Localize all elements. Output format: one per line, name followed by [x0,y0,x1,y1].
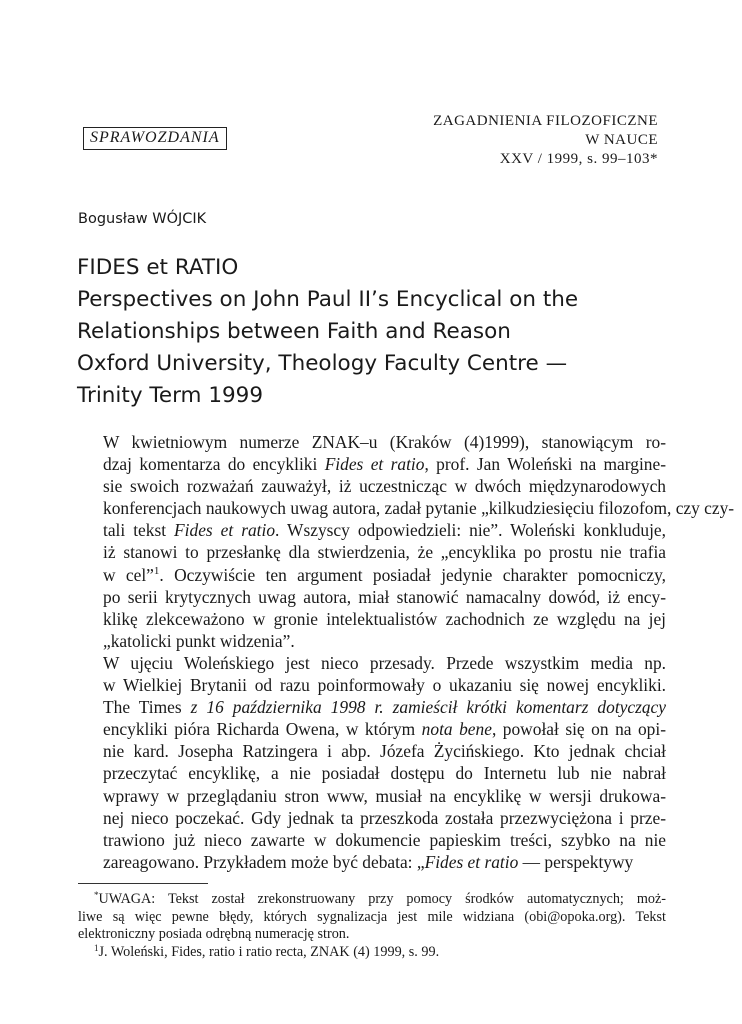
italic-text: Fides et ratio [174,520,276,541]
text-segment: , prof. Jan Woleński na margine- [424,454,666,475]
text-line: trawiono już nieco zawarte w dokumencie papieskim treści, szybko na nie [103,829,666,850]
footnote-mark: 1 [94,942,99,953]
text-line [78,564,666,586]
footnote-text: elektroniczny posiada odrębną numerację stron. [78,926,350,942]
text-line: nej nieco poczekać. Gdy jednak ta przeszkoda została przezwyciężona i prze- [103,807,666,828]
italic-text: nota bene [421,719,492,740]
section-label: SPRAWOZDANIA [83,127,227,150]
text-line [78,851,666,873]
footnote-divider [78,883,208,884]
footnote-text: liwe są więc pewne błędy, których sygnalizacja jest mile widziana (obi@opoka.org). Tekst [78,908,666,925]
text-segment: . Oczywiście ten argument posiadał jedynie charakter pomocniczy, [159,564,666,585]
journal-header [433,112,658,169]
paragraph [78,431,735,652]
text-line: konferencjach naukowych uwag autora, zadał pytanie „kilkudziesięciu filozofom, czy czy- [103,498,735,519]
journal-title: ZAGADNIENIA FILOZOFICZNE [433,113,658,129]
author-name: Bogusław WÓJCIK [78,211,207,227]
journal-volume: XXV / 1999, s. 99–103* [499,151,658,167]
text-line [78,718,666,740]
article-body [78,431,735,873]
italic-text: z 16 października 1998 r. zamieścił krótki komentarz dotyczący [181,697,666,718]
text-line: W kwietniowym numerze ZNAK–u (Kraków (4)1999), stanowiącym ro- [103,432,666,452]
footnote-mark: * [94,890,99,900]
footnotes [78,891,666,961]
title-line: Oxford University, Theology Faculty Centre — [77,351,568,376]
text-line: iż stanowi to przesłankę dla stwierdzenia, że „encyklika po prostu nie trafia [103,542,666,563]
italic-text: Fides et ratio [324,454,425,475]
italic-text: Fides et ratio [424,851,519,872]
text-line [78,453,666,475]
text-line: „katolicki punkt widzenia”. [103,630,295,651]
text-segment: dzaj komentarza do encykliki [103,454,325,475]
title-line: Relationships between Faith and Reason [77,319,511,344]
article-title [77,252,677,412]
text-line: klikę zlekceważono w gronie intelektualistów zachodnich ze względu na jej [103,608,666,629]
paragraph [78,652,666,873]
text-segment: encykliki pióra Richarda Owena, w którym [103,719,422,740]
text-line: sie swoich rozważań zauważył, iż uczestnicząc w dwóch międzynarodowych [103,476,666,497]
text-line: nie kard. Josepha Ratzingera i abp. Józefa Życińskiego. Kto jednak chciał [103,741,666,762]
text-segment: . Wszyscy odpowiedzieli: nie”. Woleński konkluduje, [275,520,666,541]
text-segment: w cel” [103,564,154,585]
text-line: W ujęciu Woleńskiego jest nieco przesady. Przede wszystkim media np. [103,652,666,673]
footnote-text: UWAGA: Tekst został zrekonstruowany przy pomocy środków automatycznych; moż- [98,891,666,907]
journal-subtitle: W NAUCE [585,132,658,148]
text-segment: — perspektywy [518,851,634,872]
text-line: przeczytać encyklikę, a nie posiadał dostępu do Internetu lub nie nabrał [103,763,666,784]
text-line [78,696,666,718]
footnote-star [78,891,666,909]
text-line [78,519,666,541]
text-line: w Wielkiej Brytanii od razu poinformowały o ukazaniu się nowej encykliki. [103,675,666,696]
text-segment: tali tekst [103,520,175,541]
title-line: Perspectives on John Paul II’s Encyclical on the [77,287,579,312]
text-segment: The Times [103,697,182,718]
title-line: Trinity Term 1999 [77,383,264,408]
footnote-ref: 1 [153,564,160,577]
text-line: po serii krytycznych uwag autora, miał stanowić namacalny dowód, iż ency- [103,586,666,607]
text-segment: , powołał się on na opi- [491,719,667,740]
text-line: wprawy w przeglądaniu stron www, musiał na encyklikę w wersji drukowa- [103,785,666,806]
footnote-1 [78,944,666,962]
footnote-text: J. Woleński, Fides, ratio i ratio recta, ZNAK (4) 1999, s. 99. [98,943,440,960]
title-line: FIDES et RATIO [77,255,239,280]
text-segment: zareagowano. Przykładem może być debata: „ [103,851,425,872]
